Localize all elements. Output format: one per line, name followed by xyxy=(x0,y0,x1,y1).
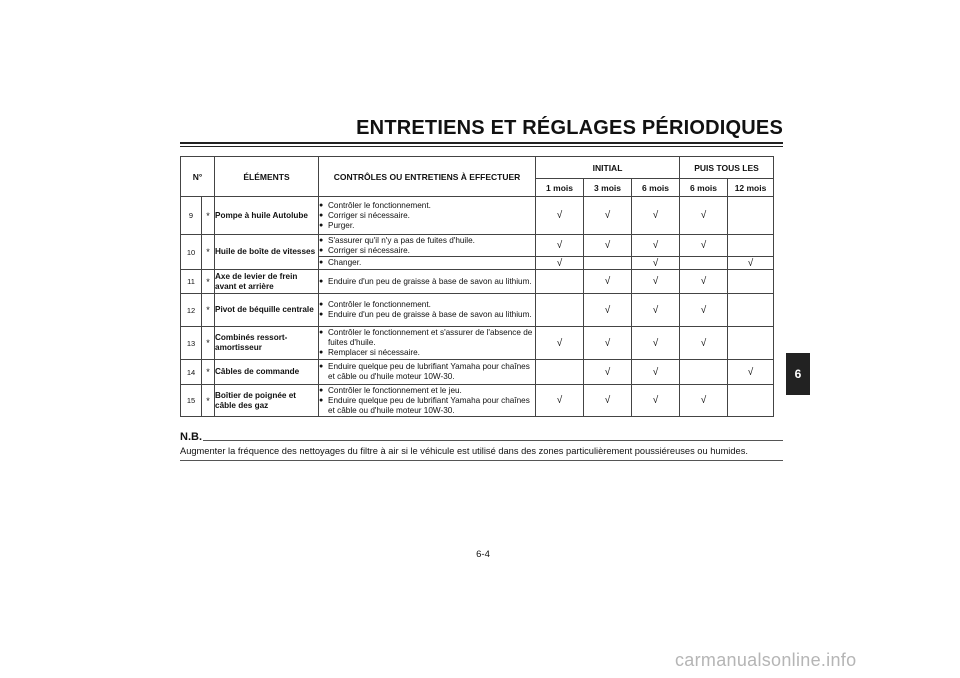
header-period: 1 mois xyxy=(536,179,584,197)
item-element: Câbles de commande xyxy=(215,360,319,385)
checks-cell xyxy=(319,257,536,270)
check-mark xyxy=(728,270,774,294)
check-text: Contrôler le fonctionnement et s'assurer de l'absence de fuites d'huile. xyxy=(328,328,533,347)
check-item xyxy=(319,201,535,211)
check-mark xyxy=(536,270,584,294)
bullet-icon: ● xyxy=(319,259,324,266)
check-text: Contrôler le fonctionnement. xyxy=(328,200,431,210)
header-period: 6 mois xyxy=(632,179,680,197)
check-mark: √ xyxy=(632,385,680,417)
note-text: Augmenter la fréquence des nettoyages du filtre à air si le véhicule est utilisé dans des zones particulièrement poussiéreuses ou humides. xyxy=(180,446,748,456)
bullet-icon: ● xyxy=(319,277,324,285)
check-mark: √ xyxy=(584,327,632,360)
check-mark: √ xyxy=(584,270,632,294)
check-mark xyxy=(728,327,774,360)
check-item xyxy=(319,328,535,348)
checks-cell xyxy=(319,197,536,235)
check-mark: √ xyxy=(584,197,632,235)
check-mark: √ xyxy=(632,327,680,360)
check-text: Changer. xyxy=(328,258,362,267)
note-title: N.B. xyxy=(180,431,202,443)
check-text: Corriger si nécessaire. xyxy=(328,210,410,220)
check-mark: √ xyxy=(632,257,680,270)
check-mark: √ xyxy=(584,360,632,385)
header-checks: CONTRÔLES OU ENTRETIENS À EFFECTUER xyxy=(319,157,536,197)
check-mark: √ xyxy=(680,270,728,294)
maintenance-schedule-table xyxy=(180,156,774,417)
chapter-tab: 6 xyxy=(786,353,810,395)
title-rule-thin xyxy=(180,146,783,147)
table-row xyxy=(181,235,774,257)
item-element: Pivot de béquille centrale xyxy=(215,294,319,327)
check-mark: √ xyxy=(632,270,680,294)
check-mark: √ xyxy=(584,235,632,257)
page-number: 6-4 xyxy=(476,549,490,560)
header-no: N° xyxy=(181,157,215,197)
header-period: 3 mois xyxy=(584,179,632,197)
table-row xyxy=(181,294,774,327)
dealer-service-star: * xyxy=(202,327,215,360)
item-element: Huile de boîte de vitesses xyxy=(215,235,319,270)
check-mark: √ xyxy=(632,197,680,235)
check-item xyxy=(319,348,535,358)
check-text: Enduire d'un peu de graisse à base de savon au lithium. xyxy=(328,310,532,319)
table-row xyxy=(181,385,774,417)
check-item xyxy=(319,221,535,231)
bullet-icon: ● xyxy=(319,221,324,229)
check-mark xyxy=(728,294,774,327)
check-item xyxy=(319,246,535,256)
check-mark xyxy=(680,257,728,270)
check-item xyxy=(319,258,535,268)
checks-cell xyxy=(319,385,536,417)
check-mark xyxy=(680,360,728,385)
checks-cell xyxy=(319,360,536,385)
checks-cell xyxy=(319,294,536,327)
header-elements: ÉLÉMENTS xyxy=(215,157,319,197)
item-element: Combinés ressort-amortisseur xyxy=(215,327,319,360)
bullet-icon: ● xyxy=(319,236,324,244)
check-mark: √ xyxy=(536,327,584,360)
check-item xyxy=(319,386,535,396)
bullet-icon: ● xyxy=(319,329,324,336)
dealer-service-star: * xyxy=(202,294,215,327)
note-bottom-rule xyxy=(180,460,783,461)
check-mark xyxy=(584,257,632,270)
check-item xyxy=(319,236,535,246)
check-mark: √ xyxy=(536,197,584,235)
check-mark: √ xyxy=(536,235,584,257)
page-title: ENTRETIENS ET RÉGLAGES PÉRIODIQUES xyxy=(356,117,783,139)
check-item xyxy=(319,362,535,382)
check-mark xyxy=(728,235,774,257)
bullet-icon: ● xyxy=(319,349,324,356)
check-text: Contrôler le fonctionnement et le jeu. xyxy=(328,385,462,395)
check-item xyxy=(319,211,535,221)
bullet-icon: ● xyxy=(319,396,324,404)
table-row xyxy=(181,270,774,294)
header-initial: INITIAL xyxy=(536,157,680,179)
dealer-service-star: * xyxy=(202,270,215,294)
check-mark xyxy=(536,294,584,327)
check-mark: √ xyxy=(584,385,632,417)
check-text: Purger. xyxy=(328,220,355,230)
title-rule-thick xyxy=(180,142,783,144)
check-mark: √ xyxy=(728,360,774,385)
check-text: S'assurer qu'il n'y a pas de fuites d'huile. xyxy=(328,235,475,245)
bullet-icon: ● xyxy=(319,363,324,370)
check-text: Enduire d'un peu de graisse à base de savon au lithium. xyxy=(328,276,532,286)
check-mark: √ xyxy=(680,294,728,327)
check-mark: √ xyxy=(728,257,774,270)
check-mark: √ xyxy=(536,385,584,417)
table-row xyxy=(181,197,774,235)
check-mark: √ xyxy=(632,360,680,385)
check-text: Enduire quelque peu de lubrifiant Yamaha pour chaînes et câble ou d'huile moteur 10W-30. xyxy=(328,395,530,415)
check-item xyxy=(319,310,535,320)
header-period: 6 mois xyxy=(680,179,728,197)
dealer-service-star: * xyxy=(202,197,215,235)
check-mark xyxy=(728,385,774,417)
check-mark: √ xyxy=(680,385,728,417)
item-number: 11 xyxy=(181,270,202,294)
checks-cell xyxy=(319,270,536,294)
header-then-every: PUIS TOUS LES xyxy=(680,157,774,179)
table-row xyxy=(181,327,774,360)
check-text: Enduire quelque peu de lubrifiant Yamaha pour chaînes et câble ou d'huile moteur 10W-30. xyxy=(328,362,530,381)
item-number: 14 xyxy=(181,360,202,385)
item-number: 15 xyxy=(181,385,202,417)
bullet-icon: ● xyxy=(319,301,324,308)
check-mark: √ xyxy=(632,294,680,327)
check-mark: √ xyxy=(680,327,728,360)
item-element: Boîtier de poignée et câble des gaz xyxy=(215,385,319,417)
check-mark xyxy=(536,360,584,385)
check-text: Corriger si nécessaire. xyxy=(328,245,410,255)
check-item xyxy=(319,277,535,287)
table-row xyxy=(181,360,774,385)
item-element: Pompe à huile Autolube xyxy=(215,197,319,235)
check-mark xyxy=(728,197,774,235)
check-text: Contrôler le fonctionnement. xyxy=(328,300,431,309)
check-mark: √ xyxy=(584,294,632,327)
bullet-icon: ● xyxy=(319,201,324,209)
header-period: 12 mois xyxy=(728,179,774,197)
check-mark: √ xyxy=(632,235,680,257)
check-item xyxy=(319,300,535,310)
dealer-service-star: * xyxy=(202,235,215,270)
check-item xyxy=(319,396,535,416)
dealer-service-star: * xyxy=(202,385,215,417)
item-element: Axe de levier de frein avant et arrière xyxy=(215,270,319,294)
bullet-icon: ● xyxy=(319,386,324,394)
dealer-service-star: * xyxy=(202,360,215,385)
check-mark: √ xyxy=(680,235,728,257)
checks-cell xyxy=(319,235,536,257)
watermark: carmanualsonline.info xyxy=(675,650,857,670)
item-number: 12 xyxy=(181,294,202,327)
check-mark: √ xyxy=(536,257,584,270)
note-rule xyxy=(203,440,783,441)
bullet-icon: ● xyxy=(319,311,324,318)
bullet-icon: ● xyxy=(319,246,324,254)
item-number: 13 xyxy=(181,327,202,360)
item-number: 10 xyxy=(181,235,202,270)
check-text: Remplacer si nécessaire. xyxy=(328,348,420,357)
item-number: 9 xyxy=(181,197,202,235)
check-mark: √ xyxy=(680,197,728,235)
checks-cell xyxy=(319,327,536,360)
bullet-icon: ● xyxy=(319,211,324,219)
